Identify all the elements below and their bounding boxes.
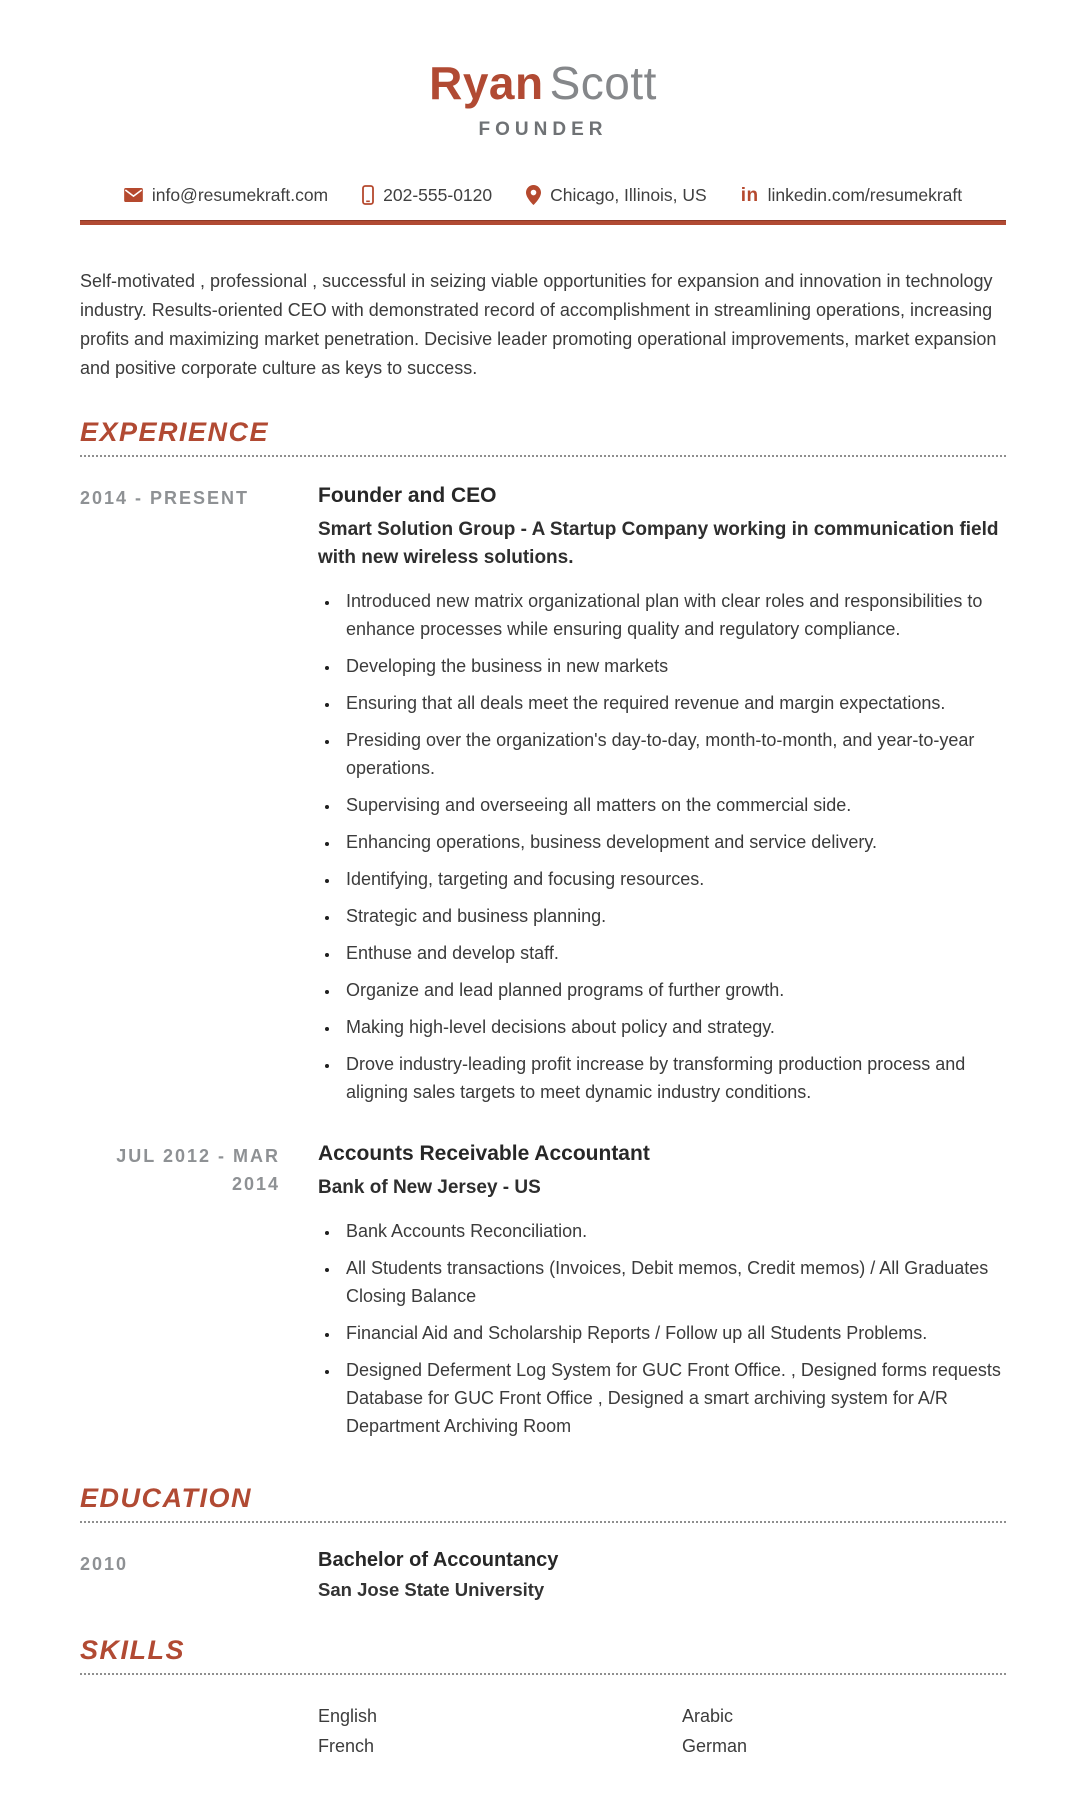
skills-item <box>80 1701 1006 1761</box>
experience-dates: JUL 2012 - MAR 2014 <box>116 1145 280 1194</box>
education-degree: Bachelor of Accountancy <box>318 1548 559 1571</box>
experience-details <box>318 483 1006 1115</box>
job-bullet: • Identifying, targeting and focusing resources. <box>340 865 1006 893</box>
job-bullet: • Ensuring that all deals meet the required revenue and margin expectations. <box>340 689 1006 717</box>
person-name <box>80 58 1006 109</box>
experience-details <box>318 1141 1006 1449</box>
contact-phone-text: 202-555-0120 <box>383 184 493 205</box>
job-bullet: • All Students transactions (Invoices, Debit memos, Credit memos) / All Graduates Closing Balance <box>340 1254 1006 1310</box>
first-name: Ryan <box>429 57 544 109</box>
job-bullet: • Strategic and business planning. <box>340 902 1006 930</box>
job-bullet: • Financial Aid and Scholarship Reports / Follow up all Students Problems. <box>340 1319 1006 1347</box>
contact-linkedin-text: linkedin.com/resumekraft <box>767 184 963 205</box>
job-bullet: • Supervising and overseeing all matters on the commercial side. <box>340 791 1006 819</box>
contact-location <box>526 185 707 206</box>
email-icon <box>124 188 143 202</box>
job-bullet: • Organize and lead planned programs of further growth. <box>340 976 1006 1004</box>
job-bullet: • Enthuse and develop staff. <box>340 939 1006 967</box>
skills-dates-spacer <box>80 1701 280 1761</box>
experience-item <box>80 483 1006 1115</box>
education-details <box>318 1549 1006 1601</box>
skill-language: Arabic <box>682 1705 734 1726</box>
skill-language: German <box>682 1735 748 1756</box>
job-bullet: • Introduced new matrix organizational plan with clear roles and responsibilities to enhance processes while ensuring quality and regulatory compliance. <box>340 587 1006 643</box>
job-bullet: • Bank Accounts Reconciliation. <box>340 1217 1006 1245</box>
skills-column <box>682 1701 1006 1761</box>
job-bullet: • Enhancing operations, business development and service delivery. <box>340 828 1006 856</box>
linkedin-icon: in <box>740 184 759 206</box>
contact-email-text: info@resumekraft.com <box>151 184 329 205</box>
skills-grid <box>318 1701 1006 1761</box>
phone-icon <box>362 185 374 205</box>
job-title: Accounts Receivable Accountant <box>318 1141 650 1165</box>
header-divider-rule <box>80 220 1006 225</box>
education-school: San Jose State University <box>318 1578 545 1600</box>
profile-summary: Self-motivated , professional , successful in seizing viable opportunities for expansion and innovation in technology industry. Results-oriented CEO with demonstrated record of accomplishment in streamlining operations, increasing profits and maximizing market penetration. Decisive leader promoting operational improvements, market expansion and positive corporate culture as keys to success. <box>80 270 997 378</box>
skill-language: French <box>318 1735 375 1756</box>
job-bullet: • Developing the business in new markets <box>340 652 1006 680</box>
location-pin-icon <box>526 185 541 205</box>
job-bullet: • Drove industry-leading profit increase by transforming production process and aligning sales targets to meet dynamic industry conditions. <box>340 1050 1006 1106</box>
education-dates: 2010 <box>80 1553 129 1574</box>
job-bullet-list <box>318 587 1006 1106</box>
job-bullet: • Presiding over the organization's day-to-day, month-to-month, and year-to-year operations. <box>340 726 1006 782</box>
education-item <box>80 1549 1006 1601</box>
contact-linkedin <box>741 185 962 206</box>
job-role-subtitle: FOUNDER <box>478 118 608 140</box>
experience-dates: 2014 - PRESENT <box>80 487 250 508</box>
section-heading-education: EDUCATION <box>80 1483 1006 1523</box>
job-title: Founder and CEO <box>318 483 497 507</box>
job-company: Smart Solution Group - A Startup Company working in communication field with new wireless solutions. <box>318 518 999 569</box>
skills-column <box>318 1701 642 1761</box>
last-name: Scott <box>549 57 657 109</box>
contact-phone <box>362 185 492 206</box>
contact-row <box>80 185 1006 206</box>
job-bullet: • Making high-level decisions about policy and strategy. <box>340 1013 1006 1041</box>
experience-item <box>80 1141 1006 1449</box>
section-heading-experience: EXPERIENCE <box>80 417 1006 457</box>
job-bullet: • Designed Deferment Log System for GUC Front Office. , Designed forms requests Database for GUC Front Office , Designed a smart archiving system for A/R Department Archiving Room <box>340 1356 1006 1440</box>
job-bullet-list <box>318 1217 1006 1440</box>
skill-language: English <box>318 1705 378 1726</box>
job-company: Bank of New Jersey - US <box>318 1177 541 1199</box>
contact-location-text: Chicago, Illinois, US <box>550 184 707 205</box>
section-heading-skills: SKILLS <box>80 1635 1006 1675</box>
contact-email <box>124 185 328 206</box>
resume-header <box>80 58 1006 225</box>
